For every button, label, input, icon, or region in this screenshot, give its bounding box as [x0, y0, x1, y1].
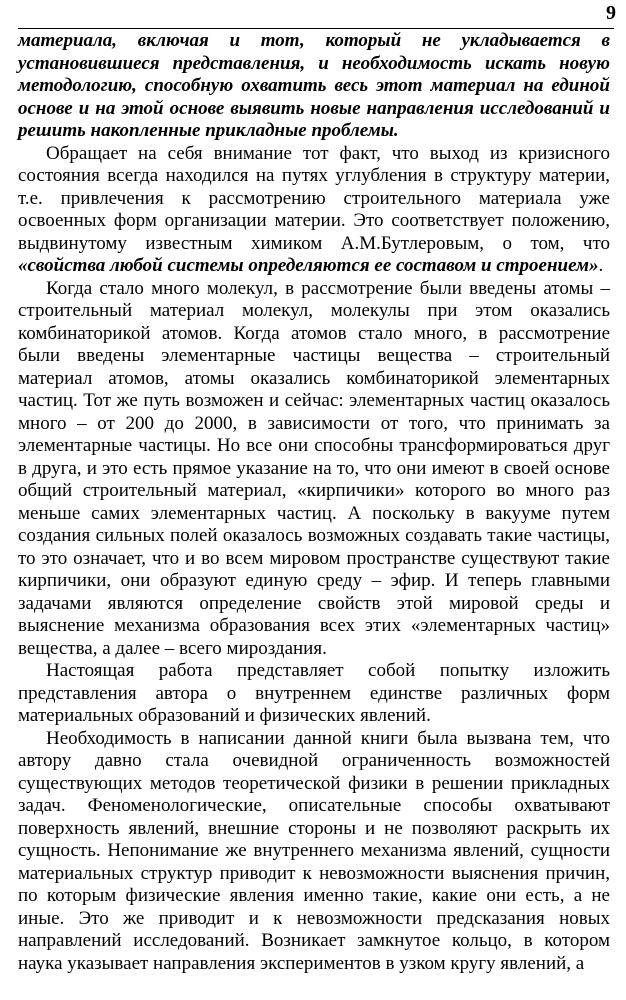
paragraph-butlerov [18, 143, 610, 278]
paragraph-butlerov-text: Обращает на себя внимание тот факт, что выход из кризисного состояния всегда находился на путях углубления в структуру материи, т.е. привлечения к рассмотрению строительного материала уже освоенных форм организации материи. Это соответствует положению, выдвинутому известным химиком А.М.Бутлеровым, о том, что [18, 142, 610, 254]
paragraph-necessity: Необходимость в написании данной книги была вызвана тем, что автору давно стала очевидной ограниченность возможностей существующих методов теоретической физики в решении прикладных задач. Феноменологические, описательные способы охватывают поверхность явлений, внешние стороны и не позволяют раскрыть их сущность. Непонимание же внутреннего механизма явлений, сущности материальных структур приводит к невозможности выяснения причин, по которым физические явления именно такие, какие они есть, а не иные. Это же приводит и к невозможности предсказания новых направлений исследований. Возникает замкнутое кольцо, в котором наука указывает направления экспериментов в узком кругу явлений, а [18, 727, 610, 974]
header-rule [18, 28, 614, 29]
butlerov-quote: «свойства любой системы определяются ее составом и строением» [18, 255, 599, 276]
body-text [18, 30, 610, 975]
paragraph-butlerov-end: . [598, 255, 604, 276]
paragraph-present-work: Настоящая работа представляет собой попытку изложить представления автора о внутреннем единстве различных форм материальных образований и физических явлений. [18, 660, 610, 726]
intro-emphasis-paragraph: материала, включая и тот, который не укладывается в установившиеся представления, и необходимость искать новую методологию, способную охватить весь этот материал на единой основе и на этой основе выявить новые направления исследований и решить накопленные прикладные проблемы. [18, 30, 610, 141]
page-number: 9 [606, 2, 616, 24]
paragraph-molecules: Когда стало много молекул, в рассмотрение были введены атомы – строительный материал молекул, молекулы при этом оказались комбинаторикой атомов. Когда атомов стало много, в рассмотрение были введены элементарные частицы вещества – строительный материал атомов, атомы оказались комбинаторикой элементарных частиц. Тот же путь возможен и сейчас: элементарных частиц оказалось много – от 200 до 2000, в зависимости от того, что принимать за элементарные частицы. Но все они способны трансформироваться друг в друга, и это есть прямое указание на то, что они имеют в своей основе общий строительный материал, «кирпичики» которого во много раз меньше самих элементарных частиц. А поскольку в вакууме путем создания сильных полей оказалось возможных создавать такие частицы, то это означает, что и во всем мировом пространстве существуют такие кирпичики, они образуют единую среду – эфир. И теперь главными задачами являются определение свойств этой мировой среды и выяснение механизма образования всех этих «элементарных частиц» вещества, а далее – всего мироздания. [18, 277, 610, 659]
